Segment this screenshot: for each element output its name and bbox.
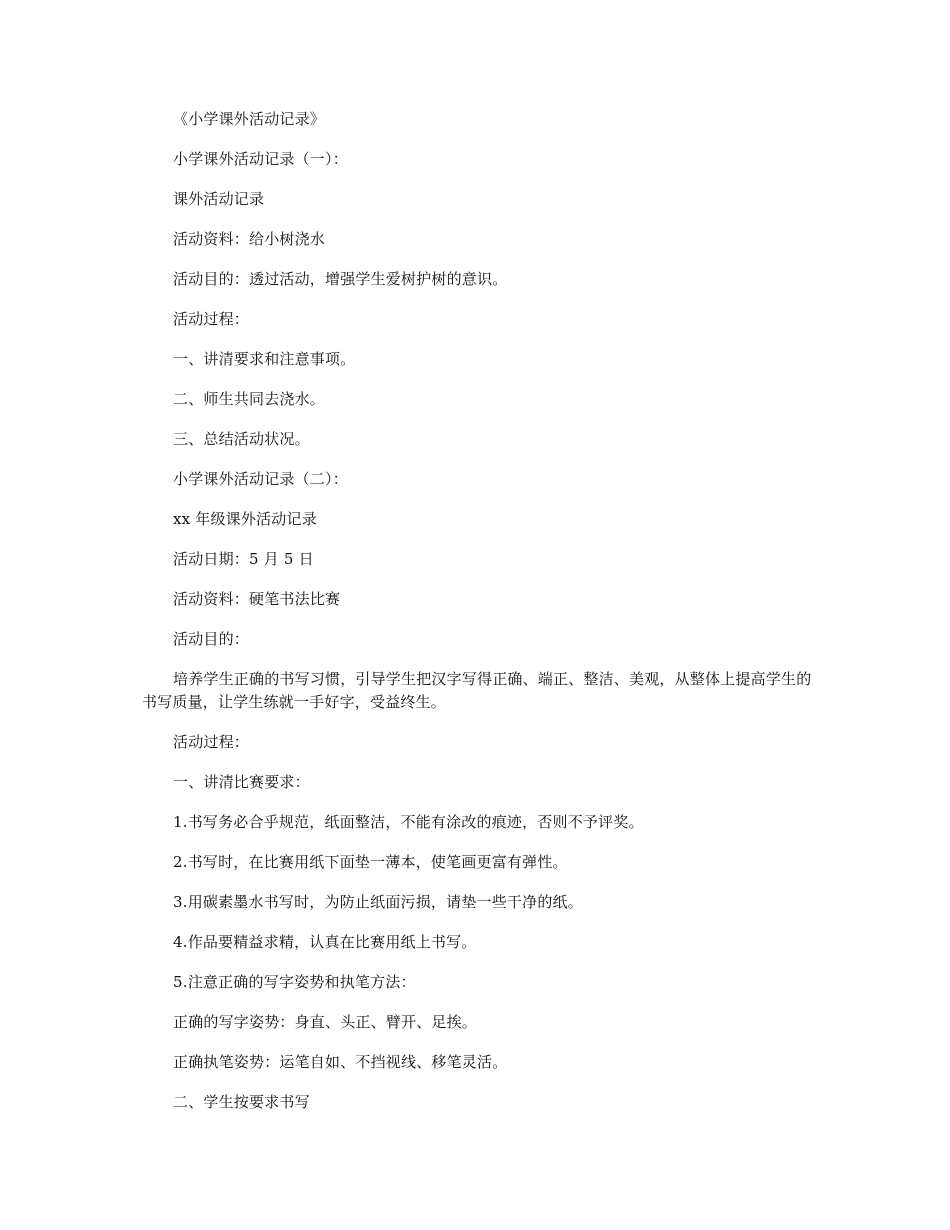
process-step-1-2: 二、师生共同去浇水。	[173, 390, 326, 408]
document-title: 《小学课外活动记录》	[173, 110, 326, 128]
process-step-1-1: 一、讲清要求和注意事项。	[173, 350, 356, 368]
record-title-1: 课外活动记录	[173, 190, 265, 208]
rule-item-4: 4.作品要精益求精，认真在比赛用纸上书写。	[173, 933, 477, 951]
section-heading-2: 小学课外活动记录（二）：	[173, 470, 348, 488]
section-heading-1: 小学课外活动记录（一）：	[173, 150, 348, 168]
pen-holding-posture: 正确执笔姿势：运笔自如、不挡视线、移笔灵活。	[173, 1053, 508, 1071]
activity-purpose-1: 活动目的：透过活动，增强学生爱树护树的意识。	[173, 270, 508, 288]
activity-process-label-1: 活动过程：	[173, 310, 250, 328]
rule-item-3: 3.用碳素墨水书写时，为防止纸面污损，请垫一些干净的纸。	[173, 893, 583, 911]
activity-content-1: 活动资料：给小树浇水	[173, 230, 326, 248]
document-body	[142, 108, 814, 1131]
rule-item-5: 5.注意正确的写字姿势和执笔方法：	[173, 973, 416, 991]
activity-purpose-label-2: 活动目的：	[173, 630, 250, 648]
activity-process-label-2: 活动过程：	[173, 733, 250, 751]
record-title-2: xx 年级课外活动记录	[173, 510, 317, 528]
activity-date-2: 活动日期：5 月 5 日	[173, 550, 314, 568]
rule-item-1: 1.书写务必合乎规范，纸面整洁，不能有涂改的痕迹，否则不予评奖。	[173, 813, 644, 831]
activity-content-2: 活动资料：硬笔书法比赛	[173, 590, 341, 608]
writing-posture: 正确的写字姿势：身直、头正、臂开、足挨。	[173, 1013, 478, 1031]
process-step-1-3: 三、总结活动状况。	[173, 430, 310, 448]
process-heading-2-1: 一、讲清比赛要求：	[173, 773, 310, 791]
rule-item-2: 2.书写时，在比赛用纸下面垫一薄本，使笔画更富有弹性。	[173, 853, 568, 871]
process-heading-2-2: 二、学生按要求书写	[173, 1093, 310, 1111]
activity-purpose-text-2: 培养学生正确的书写习惯，引导学生把汉字写得正确、端正、整洁、美观，从整体上提高学生的书写质量，让学生练就一手好字，受益终生。	[142, 670, 812, 711]
